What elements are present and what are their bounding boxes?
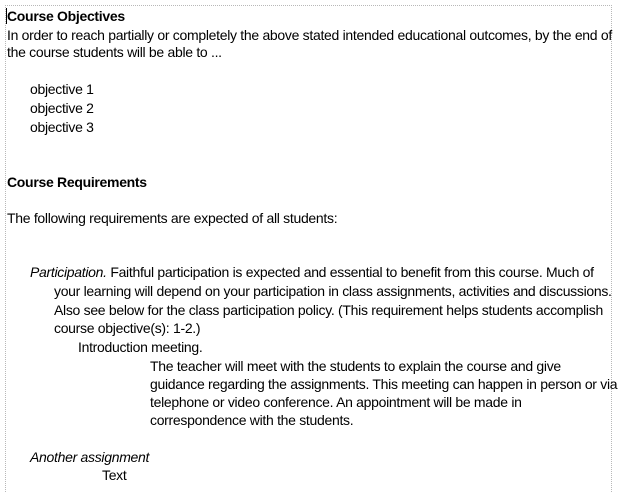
- introduction-meeting-line-4[interactable]: correspondence with the students.: [150, 412, 354, 428]
- introduction-meeting-line-3[interactable]: telephone or video conference. An appointment will be made in: [150, 394, 522, 410]
- objectives-intro-line-1[interactable]: In order to reach partially or completely the above stated intended educational outcomes, by the end of: [7, 27, 612, 43]
- participation-title: Participation.: [30, 264, 107, 280]
- participation-line-2[interactable]: your learning will depend on your participation in class assignments, activities and discussions.: [54, 283, 612, 299]
- objective-item[interactable]: objective 2: [30, 100, 94, 116]
- participation-line-4[interactable]: course objective(s): 1-2.): [54, 320, 201, 336]
- text-boundary-right: [611, 5, 612, 492]
- introduction-meeting-line-2[interactable]: guidance regarding the assignments. This meeting can happen in person or via: [150, 376, 618, 392]
- text-boundary-top: [5, 5, 612, 6]
- another-assignment-body[interactable]: Text: [102, 467, 127, 483]
- objective-item[interactable]: objective 1: [30, 81, 94, 97]
- participation-line-1[interactable]: [30, 263, 594, 282]
- requirements-intro[interactable]: The following requirements are expected of all students:: [7, 210, 338, 226]
- objective-item[interactable]: objective 3: [30, 119, 94, 135]
- course-requirements-heading[interactable]: Course Requirements: [7, 174, 147, 190]
- participation-text: Faithful participation is expected and essential to benefit from this course. Much of: [106, 264, 594, 280]
- text-boundary-left: [5, 5, 6, 492]
- course-objectives-heading[interactable]: Course Objectives: [7, 8, 125, 24]
- introduction-meeting-line-1[interactable]: The teacher will meet with the students to explain the course and give: [150, 358, 561, 374]
- objectives-intro-line-2[interactable]: the course students will be able to ...: [7, 44, 222, 60]
- another-assignment-title[interactable]: Another assignment: [30, 449, 150, 465]
- introduction-meeting-title[interactable]: Introduction meeting.: [78, 339, 203, 355]
- participation-line-3[interactable]: Also see below for the class participation policy. (This requirement helps students accomplish: [54, 302, 603, 318]
